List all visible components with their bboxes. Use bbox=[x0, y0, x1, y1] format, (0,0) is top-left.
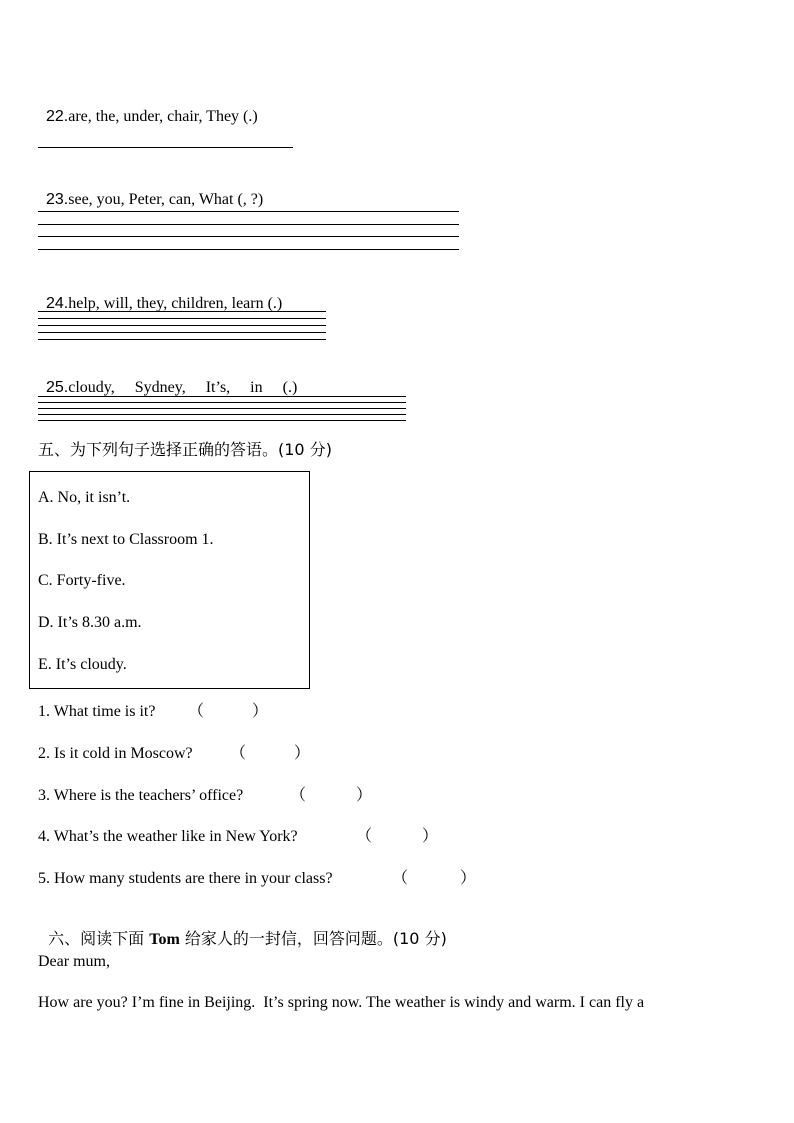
answer-line[interactable] bbox=[38, 339, 326, 340]
option-e: E. It’s cloudy. bbox=[38, 656, 127, 673]
question-25 bbox=[38, 358, 297, 398]
answer-line[interactable] bbox=[38, 420, 406, 421]
question-number: 22. bbox=[46, 108, 69, 125]
answer-line[interactable] bbox=[38, 332, 326, 333]
item-5: 5. How many students are there in your class? bbox=[38, 870, 333, 887]
section-6-title-name: Tom bbox=[149, 931, 180, 948]
option-d: D. It’s 8.30 a.m. bbox=[38, 614, 142, 631]
answer-line[interactable] bbox=[38, 236, 459, 237]
answer-line[interactable] bbox=[38, 249, 459, 250]
paren-open: （ bbox=[290, 787, 307, 804]
question-words: see, you, Peter, can, What (, ?) bbox=[68, 191, 264, 208]
answer-line[interactable] bbox=[38, 408, 406, 409]
question-words: cloudy, Sydney, It’s, in (.) bbox=[68, 379, 298, 396]
item-2: 2. Is it cold in Moscow? bbox=[38, 745, 193, 762]
letter-greeting: Dear mum, bbox=[38, 953, 110, 970]
item-1: 1. What time is it? bbox=[38, 703, 156, 720]
section-6-title-post: 给家人的一封信，回答问题。(10 分) bbox=[179, 929, 447, 948]
paren-open: （ bbox=[392, 870, 409, 887]
paren-close: ） bbox=[294, 745, 311, 762]
option-c: C. Forty-five. bbox=[38, 572, 126, 589]
option-a: A. No, it isn’t. bbox=[38, 489, 131, 506]
question-22 bbox=[38, 87, 258, 127]
answer-line[interactable] bbox=[38, 318, 326, 319]
question-number: 23. bbox=[46, 191, 69, 208]
paren-close: ） bbox=[252, 703, 269, 720]
answer-line[interactable] bbox=[38, 224, 459, 225]
item-4: 4. What’s the weather like in New York? bbox=[38, 828, 298, 845]
paren-close: ） bbox=[422, 828, 439, 845]
option-b: B. It’s next to Classroom 1. bbox=[38, 531, 214, 548]
question-24 bbox=[38, 274, 282, 314]
item-3: 3. Where is the teachers’ office? bbox=[38, 787, 244, 804]
letter-line-1: How are you? I’m fine in Beijing. It’s spring now. The weather is windy and warm. I can fly a bbox=[38, 994, 645, 1011]
section-6-title-pre: 六、阅读下面 bbox=[48, 929, 150, 948]
paren-close: ） bbox=[460, 870, 477, 887]
answer-line[interactable] bbox=[38, 211, 459, 212]
answer-line[interactable] bbox=[38, 147, 293, 148]
answer-line[interactable] bbox=[38, 311, 326, 312]
question-number: 24. bbox=[46, 295, 69, 312]
answer-line[interactable] bbox=[38, 325, 326, 326]
paren-open: （ bbox=[188, 703, 205, 720]
paren-open: （ bbox=[356, 828, 373, 845]
answer-line[interactable] bbox=[38, 414, 406, 415]
question-number: 25. bbox=[46, 379, 69, 396]
question-23 bbox=[38, 170, 263, 210]
section-6-title bbox=[38, 909, 447, 950]
answer-line[interactable] bbox=[38, 402, 406, 403]
section-5-title: 五、为下列句子选择正确的答语。(10 分) bbox=[38, 440, 332, 459]
answer-line[interactable] bbox=[38, 396, 406, 397]
paren-open: （ bbox=[230, 745, 247, 762]
question-words: are, the, under, chair, They (.) bbox=[68, 108, 258, 125]
paren-close: ） bbox=[356, 787, 373, 804]
question-words: help, will, they, children, learn (.) bbox=[68, 295, 283, 312]
